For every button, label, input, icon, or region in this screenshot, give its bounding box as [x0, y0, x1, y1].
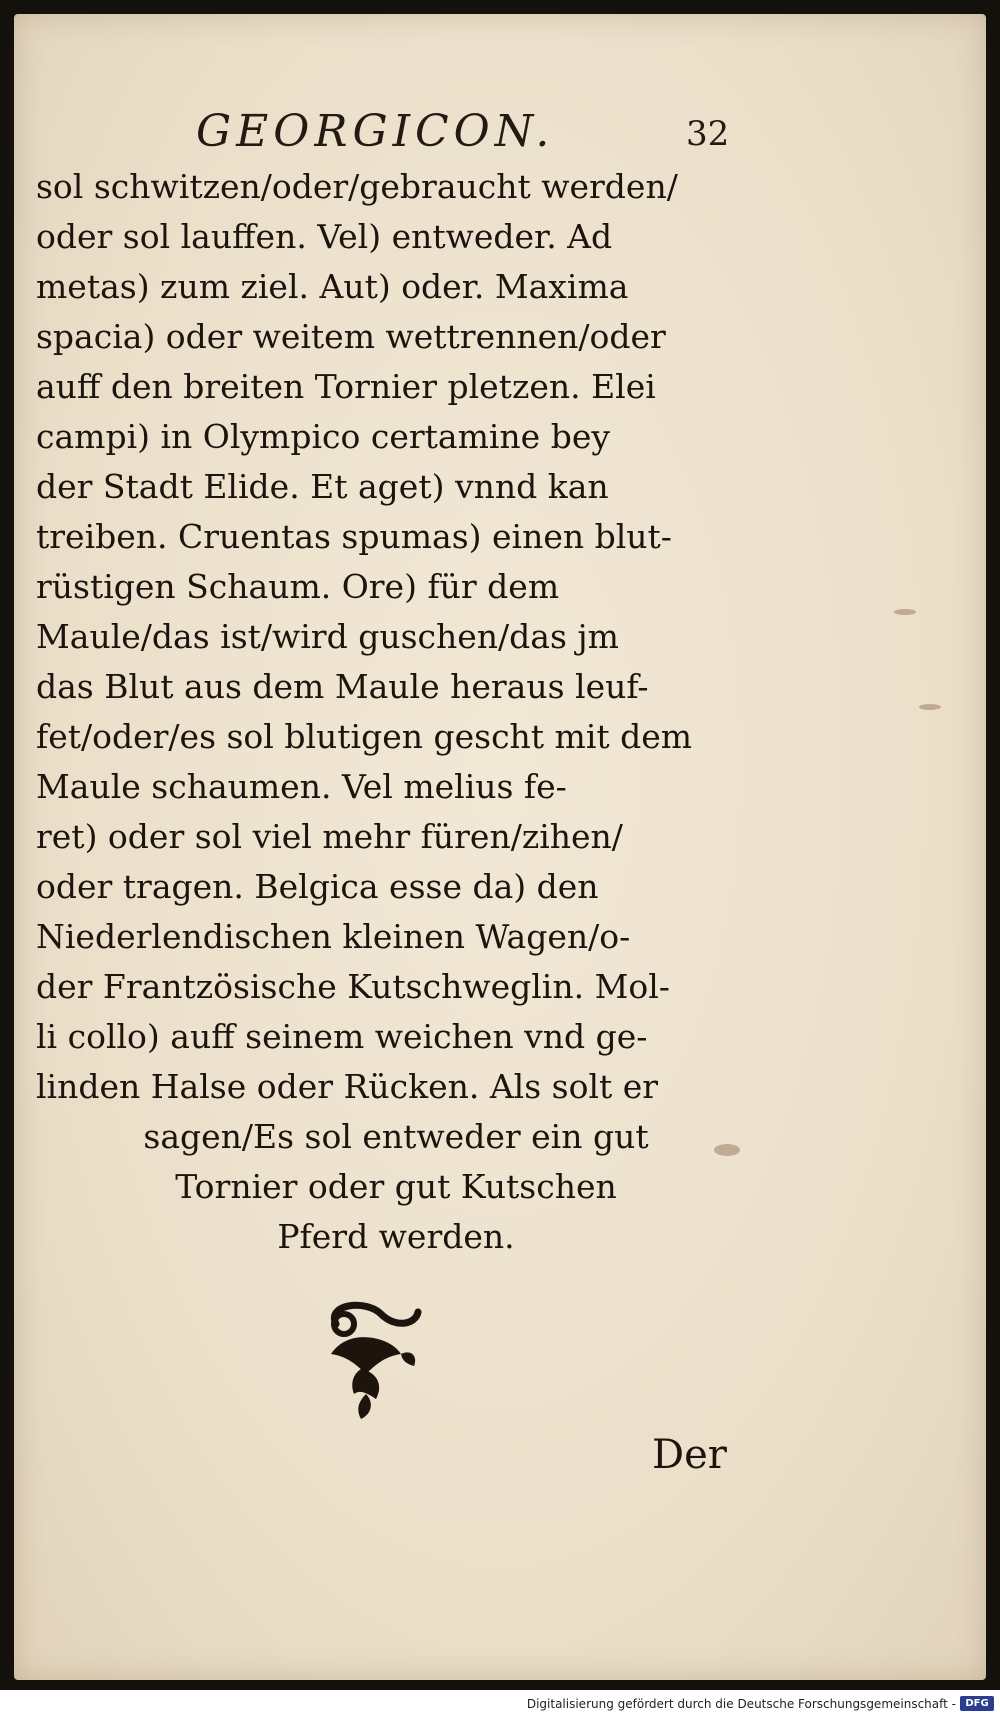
text-line: oder tragen. Belgica esse da) den: [36, 867, 599, 906]
text-line: der Stadt Elide. Et aget) vnnd kan: [36, 467, 609, 506]
book-page: [14, 14, 986, 1680]
text-line: sol schwitzen/oder/gebraucht werden/: [36, 167, 678, 206]
text-line: fet/oder/es sol blutigen gescht mit dem: [36, 717, 693, 756]
running-title: GEORGICON.: [196, 106, 555, 157]
text-line: Niederlendischen kleinen Wagen/o-: [36, 917, 631, 956]
centered-line: Tornier oder gut Kutschen: [175, 1167, 617, 1206]
text-line: Maule/das ist/wird guschen/das jm: [36, 617, 619, 656]
page-number: 32: [686, 114, 730, 154]
dfg-logo: DFG: [960, 1696, 994, 1711]
paper-stain: [894, 609, 916, 615]
text-line: oder sol lauffen. Vel) entweder. Ad: [36, 217, 613, 256]
text-line: metas) zum ziel. Aut) oder. Maxima: [36, 267, 629, 306]
paper-stain: [919, 704, 941, 710]
text-line: ret) oder sol viel mehr füren/zihen/: [36, 817, 623, 856]
body-text: [36, 162, 756, 1262]
centered-line: Pferd werden.: [277, 1217, 515, 1256]
text-line: treiben. Cruentas spumas) einen blut-: [36, 517, 672, 556]
text-line: spacia) oder weitem wettrennen/oder: [36, 317, 666, 356]
page-header: [14, 106, 986, 166]
text-line: das Blut aus dem Maule heraus leuf-: [36, 667, 649, 706]
footer-bar: [0, 1690, 1000, 1715]
text-line: der Frantzösische Kutschweglin. Mol-: [36, 967, 670, 1006]
text-line: auff den breiten Tornier pletzen. Elei: [36, 367, 656, 406]
centered-line: sagen/Es sol entweder ein gut: [143, 1117, 649, 1156]
text-line: campi) in Olympico certamine bey: [36, 417, 610, 456]
fleuron-ornament-icon: [306, 1294, 436, 1424]
catchword: Der: [652, 1432, 727, 1478]
footer-credit: Digitalisierung gefördert durch die Deutsche Forschungsgemeinschaft -: [526, 1697, 956, 1711]
text-line: rüstigen Schaum. Ore) für dem: [36, 567, 560, 606]
text-line: Maule schaumen. Vel melius fe-: [36, 767, 567, 806]
text-line: linden Halse oder Rücken. Als solt er: [36, 1067, 659, 1106]
text-line: li collo) auff seinem weichen vnd ge-: [36, 1017, 648, 1056]
